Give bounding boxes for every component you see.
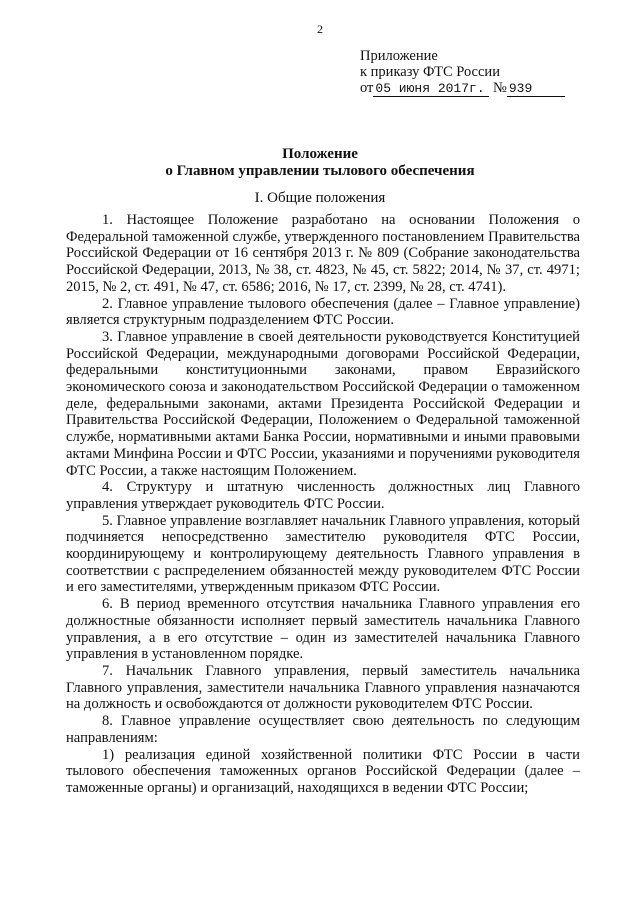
paragraph-3: 3. Главное управление в своей деятельности руководствуется Конституцией Российской Федерации, международными договорами Российской Федерации, федеральными конституционными законами, правом Евразийского экономического союза и законодательством Российской Федерации о таможенном деле, федеральными законами, актами Президента Российской Федерации и Правительства Российской Федерации, Положением о Федеральной таможенной службе, нормативными актами Банка России, нормативными и иными правовыми актами Минфина России и ФТС России, указаниями и поручениями руководителя ФТС России, а также настоящим Положением. [66,328,580,479]
section-heading: I. Общие положения [254,190,386,206]
paragraph-8-item-1: 1) реализация единой хозяйственной политики ФТС России в части тылового обеспечения таможенных органов Российской Федерации (далее – таможенные органы) и организаций, находящихся в ведении ФТС России; [66,746,580,796]
appendix-order-ref: к приказу ФТС России [360,64,500,80]
paragraph-1: 1. Настоящее Положение разработано на основании Положения о Федеральной таможенной службе, утвержденного постановлением Правительства Российской Федерации от 16 сентября 2013 г. № 809 (Собрание законодательства Российской Федерации, 2013, № 38, ст. 4823, № 45, ст. 5822; 2014, № 37, ст. 4971; 2015, № 2, ст. 491, № 47, ст. 6586; 2016, № 17, ст. 2399, № 28, ст. 4741). [66,212,580,295]
page-number: 2 [317,22,323,36]
appendix-block [360,48,610,97]
appendix-label: Приложение [360,48,438,64]
document-title [0,146,640,180]
paragraph-5: 5. Главное управление возглавляет начальник Главного управления, который подчиняется непосредственно заместителю руководителя ФТС России, координирующему и контролирующему деятельность Главного управления в соответствии с распределением обязанностей между руководителем ФТС России и его заместителями, утвержденным приказом ФТС России. [66,512,580,596]
number-label: № [493,80,507,96]
order-number: 939 [507,82,565,97]
title-line-1: Положение [282,146,358,162]
paragraph-8: 8. Главное управление осуществляет свою деятельность по следующим направлениям: [66,713,580,746]
paragraph-6: 6. В период временного отсутствия начальника Главного управления его должностные обязанности исполняет первый заместитель начальника Главного управления, а в его отсутствие – один из заместителей начальника Главного управления в установленном порядке. [66,596,580,663]
title-line-2: о Главном управлении тылового обеспечения [165,163,475,179]
paragraph-7: 7. Начальник Главного управления, первый заместитель начальника Главного управления, заместители начальника Главного управления назначаются на должность и освобождаются от должности руководителем ФТС России. [66,662,580,713]
paragraph-4: 4. Структуру и штатную численность должностных лиц Главного управления утверждает руководитель ФТС России. [66,479,580,512]
appendix-date-line [360,80,610,97]
document-body [66,212,580,797]
order-date: 05 июня 2017г. [373,82,489,97]
paragraph-2: 2. Главное управление тылового обеспечения (далее – Главное управление) является структурным подразделением ФТС России. [66,295,580,329]
from-label: от [360,80,374,96]
